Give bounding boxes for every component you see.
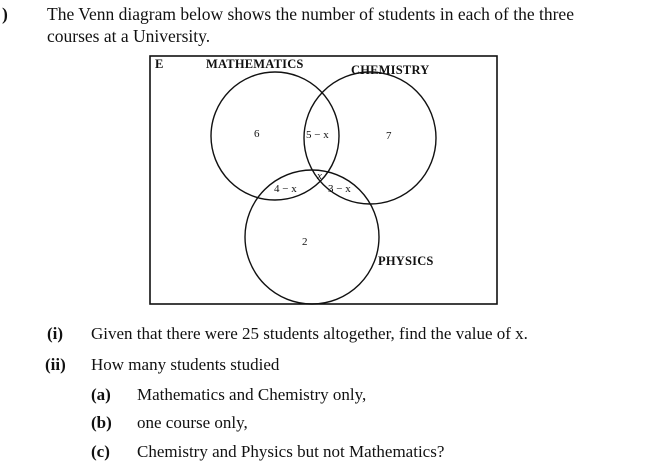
intro-line-1: The Venn diagram below shows the number of students in each of the three [47,4,574,24]
region-physics-only: 2 [302,236,308,248]
part-ii-a-label: (a) [91,385,111,404]
universal-set-label: E [155,57,164,71]
mathematics-label: MATHEMATICS [206,57,304,71]
part-ii-c-label: (c) [91,442,110,461]
part-i-label: (i) [47,324,64,343]
part-ii-label: (ii) [45,355,66,374]
part-ii-c-text: Chemistry and Physics but not Mathematics? [137,442,445,461]
physics-circle [245,170,379,304]
part-ii-b-label: (b) [91,413,112,432]
part-i-text: Given that there were 25 students altogether, find the value of x. [91,324,528,343]
chemistry-label: CHEMISTRY [351,63,430,77]
region-mathematics-only: 6 [254,128,260,140]
region-chemistry-only: 7 [386,130,392,142]
part-ii-text: How many students studied [91,355,280,374]
region-all-three: x [317,170,322,182]
region-mathematics-chemistry: 5 − x [306,129,329,141]
region-chemistry-physics: 3 − x [328,183,351,195]
intro-line-2: courses at a University. [47,26,211,46]
part-ii-b-text: one course only, [137,413,248,432]
physics-label: PHYSICS [378,254,434,268]
question-marker: ) [2,4,8,24]
part-ii-a-text: Mathematics and Chemistry only, [137,385,367,404]
region-mathematics-physics: 4 − x [274,183,297,195]
